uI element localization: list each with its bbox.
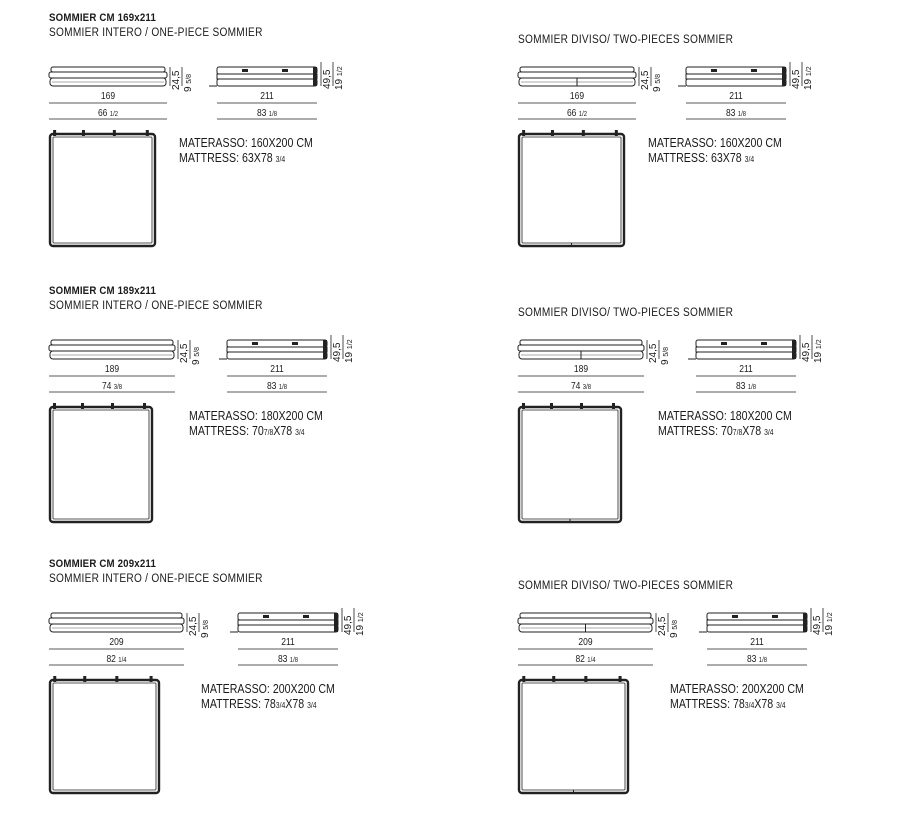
block-subtitle-text: SOMMIER DIVISO/ TWO-PIECES SOMMIER [518, 34, 734, 46]
mattress-spec [670, 682, 804, 713]
block-title-text: SOMMIER CM 209x211 [49, 558, 157, 570]
side-length-cm [225, 91, 310, 102]
mattress-en-frac: 3/4 [744, 701, 755, 710]
side-length-cm-text: 211 [750, 637, 764, 648]
side-height-in-whole: 19 [355, 624, 366, 636]
side-height-in-frac: 1/2 [827, 612, 834, 623]
sommier-block-b189-one [49, 285, 489, 550]
front-height-cm [640, 71, 651, 90]
side-length-in [715, 654, 800, 665]
mattress-it-text: MATERASSO: 180X200 CM [189, 409, 323, 423]
front-height-cm [648, 344, 659, 363]
mattress-en-frac: 7/8 [263, 428, 274, 437]
front-height-cm-text: 24,5 [171, 70, 182, 90]
top-view-drawing [49, 130, 160, 252]
block-title [49, 558, 156, 570]
side-height-in-frac: 1/2 [816, 339, 823, 350]
block-subtitle-text: SOMMIER INTERO / ONE-PIECE SOMMIER [49, 573, 263, 585]
side-length-in-whole: 83 [256, 108, 267, 119]
front-width-cm [527, 91, 627, 102]
front-width-cm [58, 91, 158, 102]
mattress-en [179, 151, 313, 167]
front-height-cm-text: 24,5 [179, 343, 190, 363]
front-height-in-frac: 5/8 [672, 619, 679, 630]
side-length-in-frac: 1/8 [289, 657, 299, 664]
side-length-cm-text: 211 [729, 91, 743, 102]
front-width-cm-text: 209 [109, 637, 124, 648]
front-height-in-whole: 9 [652, 86, 663, 92]
front-width-in [528, 654, 643, 665]
block-title [49, 12, 156, 24]
front-width-in-whole: 66 [97, 108, 108, 119]
mattress-en [658, 424, 792, 440]
mattress-en-tail: X78 [285, 697, 305, 711]
front-height-in [652, 74, 663, 92]
front-height-cm [179, 344, 190, 363]
mattress-en [670, 697, 804, 713]
mattress-en-main: MATTRESS: 78 [670, 697, 745, 711]
front-height-cm-text: 24,5 [648, 343, 659, 363]
side-length-cm-text: 211 [739, 364, 753, 375]
side-length-in-frac: 1/8 [747, 384, 757, 391]
side-length-in [246, 654, 331, 665]
block-subtitle-text: SOMMIER INTERO / ONE-PIECE SOMMIER [49, 27, 263, 39]
side-length-in-whole: 83 [277, 654, 288, 665]
front-height-in-frac: 5/8 [186, 73, 193, 84]
front-width-in-whole: 74 [101, 381, 112, 392]
side-length-in-whole: 83 [735, 381, 746, 392]
side-height-in [344, 339, 355, 363]
mattress-en [201, 697, 335, 713]
front-width-cm-text: 209 [578, 637, 593, 648]
side-height-in-whole: 19 [824, 624, 835, 636]
side-length-in [235, 381, 320, 392]
front-height-in-whole: 9 [191, 359, 202, 365]
mattress-en-frac: 3/4 [275, 155, 286, 164]
mattress-it [648, 136, 782, 151]
front-width-in-frac: 3/8 [582, 384, 592, 391]
side-length-cm [246, 637, 331, 648]
mattress-en [189, 424, 323, 440]
side-height-cm-text: 49,5 [332, 342, 343, 362]
side-height-cm-text: 49,5 [343, 615, 354, 635]
side-length-cm [694, 91, 779, 102]
side-length-in [704, 381, 789, 392]
front-height-in-frac: 5/8 [203, 619, 210, 630]
mattress-en-main: MATTRESS: 63X78 [648, 151, 742, 165]
mattress-it [670, 682, 804, 697]
block-title [49, 285, 156, 297]
side-length-in-whole: 83 [746, 654, 757, 665]
front-height-cm [188, 617, 199, 636]
side-length-cm [235, 364, 320, 375]
front-width-in [527, 108, 627, 119]
mattress-it [658, 409, 792, 424]
side-length-in-frac: 1/8 [278, 384, 288, 391]
side-height-in-frac: 1/2 [337, 66, 344, 77]
side-length-in [694, 108, 779, 119]
sommier-block-b189-two [518, 285, 900, 550]
side-length-cm [715, 637, 800, 648]
top-view-drawing [518, 403, 626, 528]
front-height-in-whole: 9 [669, 632, 680, 638]
side-length-cm [704, 364, 789, 375]
front-width-cm-text: 169 [569, 91, 585, 102]
mattress-en-main: MATTRESS: 63X78 [179, 151, 273, 165]
mattress-spec [648, 136, 782, 167]
mattress-en-frac2: 3/4 [764, 428, 774, 437]
side-height-in-whole: 19 [813, 351, 824, 363]
side-length-cm-text: 211 [270, 364, 284, 375]
block-subtitle [49, 573, 263, 585]
mattress-it-text: MATERASSO: 160X200 CM [648, 136, 782, 150]
mattress-spec [201, 682, 335, 713]
side-height-in-frac: 1/2 [347, 339, 354, 350]
mattress-spec [179, 136, 313, 167]
mattress-en-tail: X78 [273, 424, 293, 438]
side-height-cm-text: 49,5 [322, 69, 333, 89]
side-height-in-frac: 1/2 [358, 612, 365, 623]
front-width-in-frac: 1/4 [587, 657, 596, 664]
front-width-in-frac: 1/2 [578, 111, 588, 118]
top-view-drawing [518, 130, 629, 252]
mattress-it-text: MATERASSO: 180X200 CM [658, 409, 792, 423]
front-height-in-frac: 5/8 [655, 73, 662, 84]
block-subtitle-text: SOMMIER DIVISO/ TWO-PIECES SOMMIER [518, 307, 734, 319]
top-view-drawing [49, 676, 164, 799]
mattress-spec [189, 409, 323, 440]
mattress-en-frac2: 3/4 [776, 701, 786, 710]
side-length-in-whole: 83 [266, 381, 277, 392]
front-width-cm [527, 364, 634, 375]
front-height-in-frac: 5/8 [194, 346, 201, 357]
front-height-cm [657, 617, 668, 636]
front-width-in-whole: 66 [566, 108, 577, 119]
mattress-en-main: MATTRESS: 70 [189, 424, 264, 438]
side-height-in-whole: 19 [334, 78, 345, 90]
front-width-cm-text: 169 [100, 91, 116, 102]
block-title-text: SOMMIER CM 189x211 [49, 285, 157, 297]
block-subtitle [49, 300, 263, 312]
front-width-in-frac: 1/4 [118, 657, 127, 664]
side-height-cm [343, 616, 354, 635]
front-width-in [527, 381, 634, 392]
side-height-in [355, 612, 366, 636]
side-height-cm-text: 49,5 [791, 69, 802, 89]
side-height-in [813, 339, 824, 363]
top-view-drawing [518, 676, 633, 799]
mattress-en-frac2: 3/4 [295, 428, 305, 437]
side-height-in [803, 66, 814, 90]
side-height-cm-text: 49,5 [801, 342, 812, 362]
front-height-cm [171, 71, 182, 90]
block-subtitle [518, 580, 733, 592]
front-height-in-whole: 9 [660, 359, 671, 365]
front-height-in [183, 74, 194, 92]
side-length-in-whole: 83 [725, 108, 736, 119]
front-width-cm [59, 637, 174, 648]
sommier-block-b169-one [49, 12, 489, 277]
front-width-cm-text: 189 [104, 364, 120, 375]
block-subtitle [518, 307, 733, 319]
front-width-in-frac: 1/2 [109, 111, 119, 118]
side-height-in-frac: 1/2 [806, 66, 813, 77]
front-height-in-frac: 5/8 [663, 346, 670, 357]
mattress-en-main: MATTRESS: 70 [658, 424, 733, 438]
side-length-cm-text: 211 [260, 91, 274, 102]
mattress-en-frac2: 3/4 [307, 701, 317, 710]
sommier-block-b209-two [518, 558, 900, 823]
block-subtitle [49, 27, 263, 39]
block-subtitle-text: SOMMIER DIVISO/ TWO-PIECES SOMMIER [518, 580, 734, 592]
mattress-it-text: MATERASSO: 200X200 CM [670, 682, 804, 696]
front-width-in-frac: 3/8 [113, 384, 123, 391]
mattress-en-tail: X78 [754, 697, 774, 711]
front-width-in-whole: 74 [570, 381, 581, 392]
front-height-in [191, 347, 202, 365]
front-width-in [59, 654, 174, 665]
front-width-cm-text: 189 [573, 364, 589, 375]
front-width-cm [58, 364, 165, 375]
sommier-block-b169-two [518, 12, 900, 277]
side-length-in-frac: 1/8 [268, 111, 278, 118]
side-height-cm [332, 343, 343, 362]
front-height-in-whole: 9 [183, 86, 194, 92]
side-height-cm [322, 70, 333, 89]
side-height-cm [812, 616, 823, 635]
side-length-in [225, 108, 310, 119]
front-height-cm-text: 24,5 [657, 616, 668, 636]
mattress-it [179, 136, 313, 151]
mattress-en-tail: X78 [742, 424, 762, 438]
front-width-in-whole: 82 [106, 654, 116, 665]
front-height-cm-text: 24,5 [188, 616, 199, 636]
front-width-in [58, 108, 158, 119]
mattress-it [201, 682, 335, 697]
front-width-cm [528, 637, 643, 648]
mattress-en-frac: 3/4 [744, 155, 755, 164]
side-length-in-frac: 1/8 [737, 111, 747, 118]
block-subtitle-text: SOMMIER INTERO / ONE-PIECE SOMMIER [49, 300, 263, 312]
mattress-en-main: MATTRESS: 78 [201, 697, 276, 711]
front-height-in-whole: 9 [200, 632, 211, 638]
block-title-text: SOMMIER CM 169x211 [49, 12, 157, 24]
sommier-block-b209-one [49, 558, 489, 823]
front-height-in [669, 620, 680, 638]
front-width-in [58, 381, 165, 392]
side-height-in-whole: 19 [344, 351, 355, 363]
side-height-cm-text: 49,5 [812, 615, 823, 635]
block-subtitle [518, 34, 733, 46]
front-height-in [660, 347, 671, 365]
top-view-drawing [49, 403, 157, 528]
mattress-it-text: MATERASSO: 200X200 CM [201, 682, 335, 696]
front-width-in-whole: 82 [575, 654, 585, 665]
front-height-in [200, 620, 211, 638]
front-height-cm-text: 24,5 [640, 70, 651, 90]
side-length-in-frac: 1/8 [758, 657, 768, 664]
mattress-it-text: MATERASSO: 160X200 CM [179, 136, 313, 150]
mattress-en-frac: 3/4 [275, 701, 286, 710]
mattress-en [648, 151, 782, 167]
side-height-in-whole: 19 [803, 78, 814, 90]
side-height-cm [801, 343, 812, 362]
side-height-cm [791, 70, 802, 89]
side-height-in [334, 66, 345, 90]
side-length-cm-text: 211 [281, 637, 295, 648]
mattress-spec [658, 409, 792, 440]
mattress-en-frac: 7/8 [732, 428, 743, 437]
side-height-in [824, 612, 835, 636]
mattress-it [189, 409, 323, 424]
